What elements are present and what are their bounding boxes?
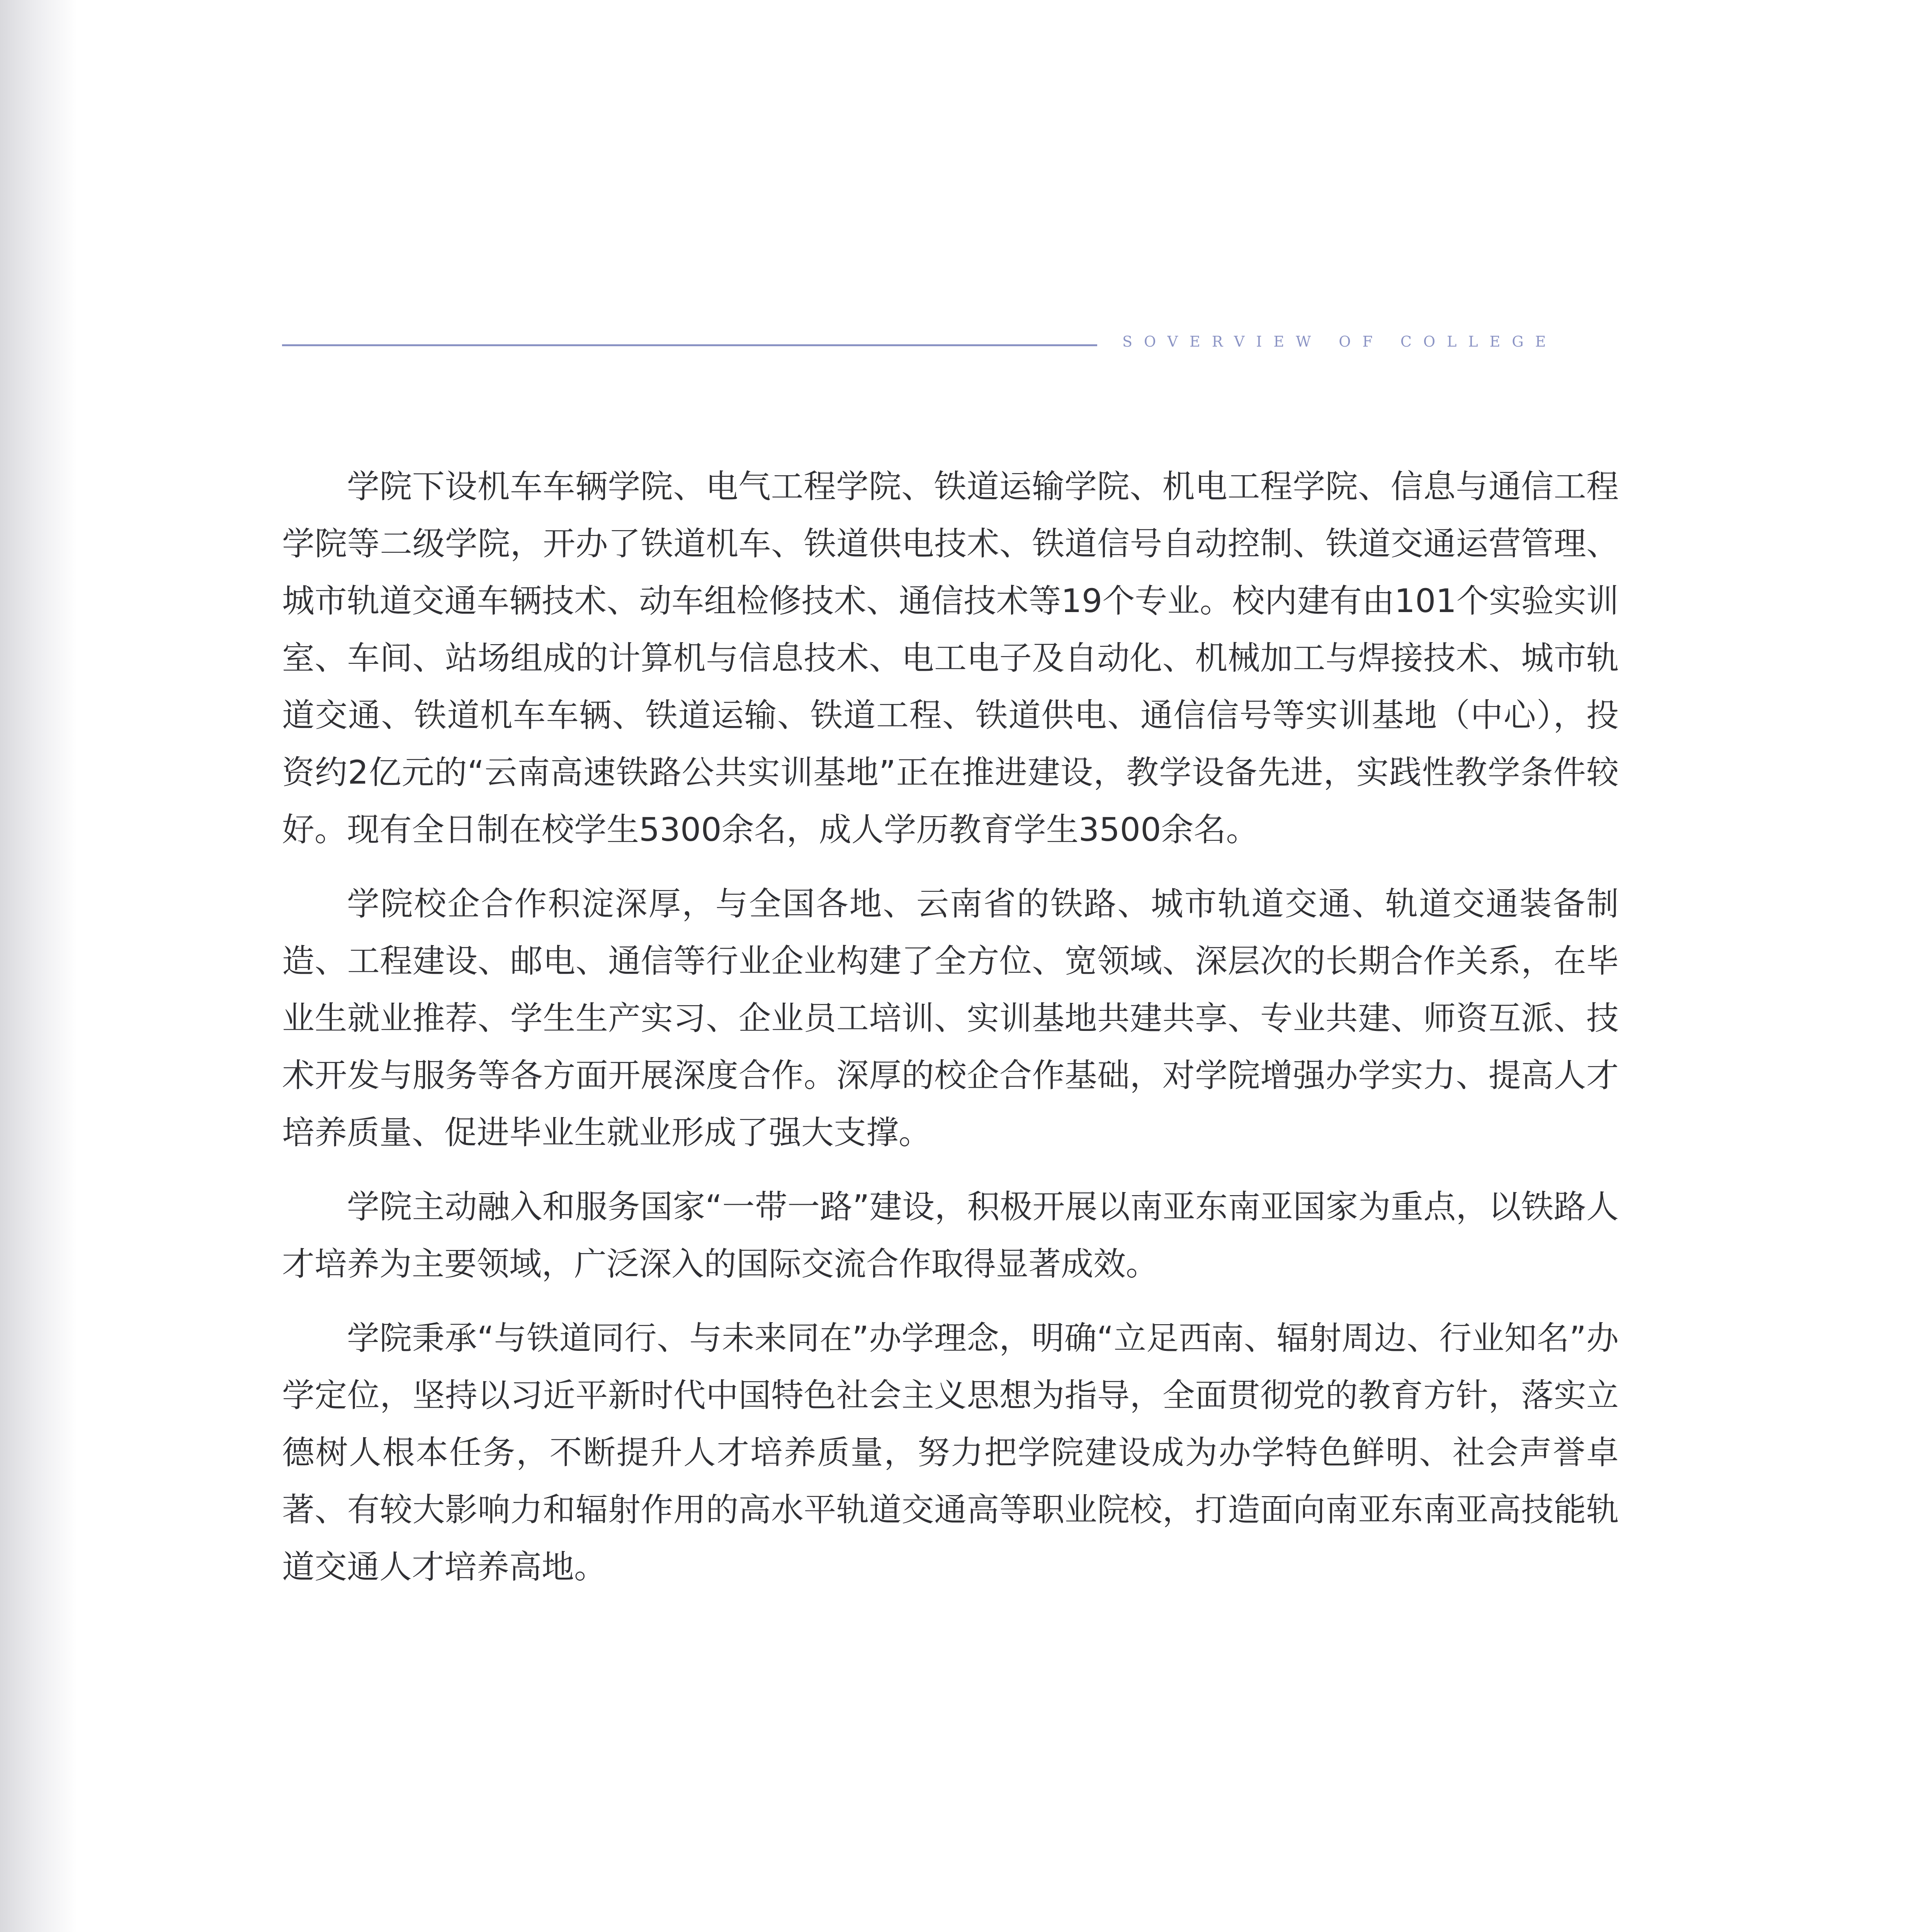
- section-label: SOVERVIEW OF COLLEGE: [1122, 333, 1558, 350]
- binding-spine-shadow: [0, 0, 77, 1932]
- paragraph-3: 学院主动融入和服务国家“一带一路”建设，积极开展以南亚东南亚国家为重点，以铁路人才培养为主要领域，广泛深入的国际交流合作取得显著成效。: [282, 1188, 1619, 1283]
- paragraph-1: 学院下设机车车辆学院、电气工程学院、铁道运输学院、机电工程学院、信息与通信工程学院等二级学院，开办了铁道机车、铁道供电技术、铁道信号自动控制、铁道交通运营管理、城市轨道交通车辆技术、动车组检修技术、通信技术等19个专业。校内建有由101个实验实训室、车间、站场组成的计算机与信息技术、电工电子及自动化、机械加工与焊接技术、城市轨道交通、铁道机车车辆、铁道运输、铁道工程、铁道供电、通信信号等实训基地（中心），投资约2亿元的“云南高速铁路公共实训基地”正在推进建设，教学设备先进，实践性教学条件较好。现有全日制在校学生5300余名，成人学历教育学生3500余名。: [282, 468, 1619, 849]
- article-body: [282, 458, 1619, 1612]
- paragraph-4: 学院秉承“与铁道同行、与未来同在”办学理念，明确“立足西南、辐射周边、行业知名”办学定位，坚持以习近平新时代中国特色社会主义思想为指导，全面贯彻党的教育方针，落实立德树人根本任务，不断提升人才培养质量，努力把学院建设成为办学特色鲜明、社会声誉卓著、有较大影响力和辐射作用的高水平轨道交通高等职业院校，打造面向南亚东南亚高技能轨道交通人才培养高地。: [282, 1319, 1619, 1586]
- paragraph-2: 学院校企合作积淀深厚，与全国各地、云南省的铁路、城市轨道交通、轨道交通装备制造、工程建设、邮电、通信等行业企业构建了全方位、宽领域、深层次的长期合作关系，在毕业生就业推荐、学生生产实习、企业员工培训、实训基地共建共享、专业共建、师资互派、技术开发与服务等各方面开展深度合作。深厚的校企合作基础，对学院增强办学实力、提高人才培养质量、促进毕业生就业形成了强大支撑。: [282, 885, 1619, 1151]
- header-rule: [282, 344, 1097, 346]
